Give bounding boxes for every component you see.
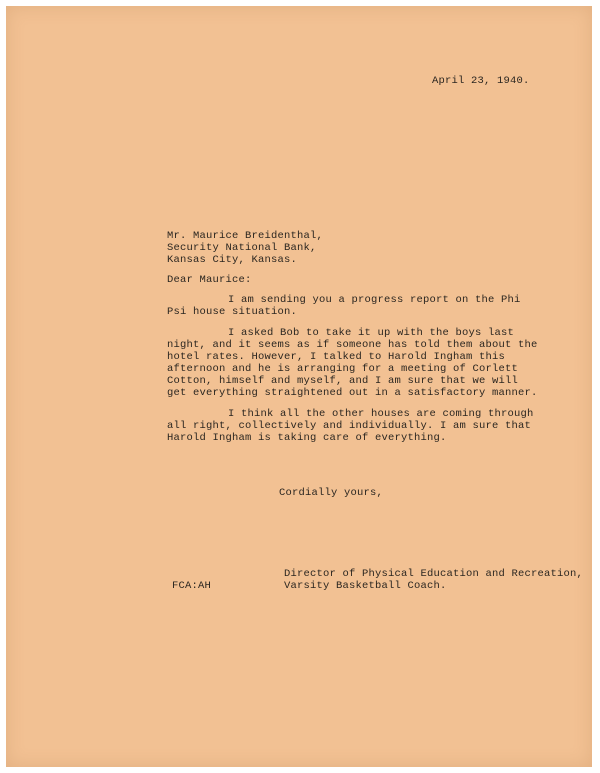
closing: Cordially yours, bbox=[279, 487, 384, 499]
paragraph-3-line-3: Harold Ingham is taking care of everything. bbox=[167, 432, 447, 444]
paragraph-2-line-3: hotel rates. However, I talked to Harold Ingham this bbox=[167, 351, 506, 363]
letter-page bbox=[6, 6, 592, 767]
paragraph-3-line-2: all right, collectively and individually. I am sure that bbox=[167, 420, 532, 432]
paragraph-1-line-2: Psi house situation. bbox=[167, 306, 298, 318]
paragraph-2-line-2: night, and it seems as if someone has told them about the bbox=[167, 339, 538, 351]
paragraph-2-line-4: afternoon and he is arranging for a meeting of Corlett bbox=[167, 363, 519, 375]
recipient-city: Kansas City, Kansas. bbox=[167, 254, 298, 266]
paragraph-2-line-5: Cotton, himself and myself, and I am sure that we will bbox=[167, 375, 519, 387]
paragraph-2-line-1: I asked Bob to take it up with the boys last bbox=[228, 327, 515, 339]
paragraph-3-line-1: I think all the other houses are coming through bbox=[228, 408, 534, 420]
signature-title-line-1: Director of Physical Education and Recreation, bbox=[284, 568, 584, 580]
recipient-bank: Security National Bank, bbox=[167, 242, 317, 254]
paragraph-2-line-6: get everything straightened out in a satisfactory manner. bbox=[167, 387, 538, 399]
letter-date: April 23, 1940. bbox=[432, 75, 530, 87]
signature-title-line-2: Varsity Basketball Coach. bbox=[284, 580, 447, 592]
recipient-name: Mr. Maurice Breidenthal, bbox=[167, 230, 324, 242]
paragraph-1-line-1: I am sending you a progress report on the Phi bbox=[228, 294, 521, 306]
reference-initials: FCA:AH bbox=[172, 580, 212, 592]
salutation: Dear Maurice: bbox=[167, 274, 252, 286]
